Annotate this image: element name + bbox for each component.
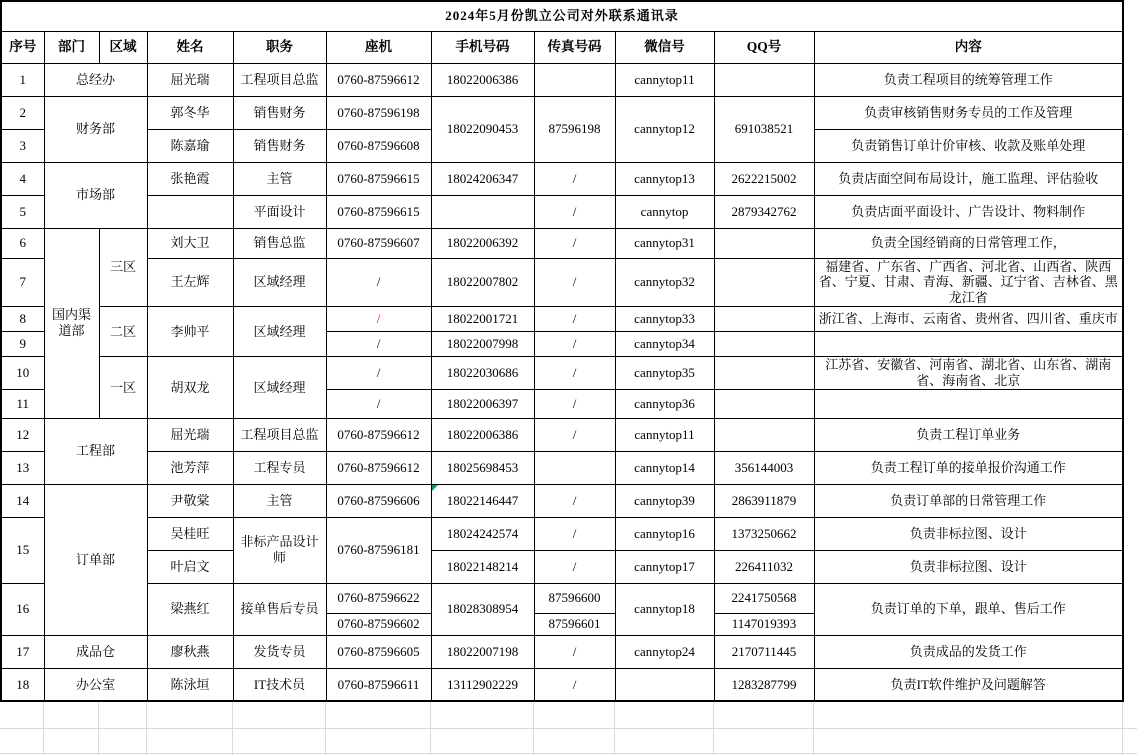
cell-name[interactable]: 屈光瑞 [147, 63, 233, 96]
header-qq[interactable]: QQ号 [714, 31, 814, 63]
gridline-horizontal [0, 753, 1137, 754]
header-title[interactable]: 职务 [233, 31, 326, 63]
cell-seq[interactable]: 3 [1, 129, 44, 162]
cell-mobile[interactable]: 18022090453 [431, 96, 534, 162]
cell-seq[interactable]: 11 [1, 389, 44, 418]
cell-landline[interactable]: 0760-87596607 [326, 228, 431, 258]
cell-title[interactable]: 区域经理 [233, 357, 326, 419]
cell-qq[interactable] [714, 389, 814, 418]
cell-name[interactable]: 廖秋燕 [147, 635, 233, 668]
cell-region[interactable]: 三区 [99, 228, 147, 307]
cell-mobile[interactable]: 18024242574 [431, 517, 534, 550]
cell-fax[interactable] [534, 63, 615, 96]
cell-landline[interactable]: 0760-87596612 [326, 418, 431, 451]
cell-qq[interactable]: 226411032 [714, 550, 814, 583]
cell-name[interactable]: 王左辉 [147, 258, 233, 307]
cell-content[interactable]: 负责店面平面设计、广告设计、物料制作 [814, 195, 1123, 228]
cell-seq[interactable]: 13 [1, 451, 44, 484]
cell-title[interactable]: 销售财务 [233, 129, 326, 162]
cell-seq[interactable]: 2 [1, 96, 44, 129]
cell-landline[interactable]: / [326, 307, 431, 332]
cell-fax[interactable]: / [534, 517, 615, 550]
cell-content[interactable] [814, 332, 1123, 357]
cell-qq[interactable]: 2879342762 [714, 195, 814, 228]
cell-dept[interactable]: 办公室 [44, 668, 147, 701]
cell-landline[interactable]: 0760-87596605 [326, 635, 431, 668]
header-name[interactable]: 姓名 [147, 31, 233, 63]
cell-qq[interactable] [714, 258, 814, 307]
cell-seq[interactable]: 4 [1, 162, 44, 195]
cell-qq[interactable]: 1147019393 [714, 613, 814, 635]
cell-title[interactable]: 销售总监 [233, 228, 326, 258]
cell-region[interactable]: 二区 [99, 307, 147, 357]
cell-mobile[interactable]: 18022006386 [431, 418, 534, 451]
cell-fax[interactable]: 87596198 [534, 96, 615, 162]
cell-qq[interactable]: 1283287799 [714, 668, 814, 701]
cell-title[interactable]: 区域经理 [233, 258, 326, 307]
cell-seq[interactable]: 14 [1, 484, 44, 517]
header-dept[interactable]: 部门 [44, 31, 99, 63]
cell-mobile[interactable]: 18022030686 [431, 357, 534, 390]
cell-content[interactable]: 负责工程订单业务 [814, 418, 1123, 451]
cell-landline[interactable]: 0760-87596608 [326, 129, 431, 162]
cell-landline[interactable]: / [326, 332, 431, 357]
cell-landline[interactable]: 0760-87596612 [326, 63, 431, 96]
cell-content[interactable]: 负责非标拉图、设计 [814, 550, 1123, 583]
cell-content[interactable] [814, 389, 1123, 418]
cell-seq[interactable]: 12 [1, 418, 44, 451]
cell-content[interactable]: 负责销售订单计价审核、收款及账单处理 [814, 129, 1123, 162]
cell-wechat[interactable]: cannytop11 [615, 418, 714, 451]
cell-mobile[interactable]: 18022001721 [431, 307, 534, 332]
empty-grid-area [0, 702, 1137, 755]
cell-mobile[interactable]: 18028308954 [431, 583, 534, 635]
cell-seq[interactable]: 16 [1, 583, 44, 635]
cell-qq[interactable] [714, 418, 814, 451]
cell-dept[interactable]: 成品仓 [44, 635, 147, 668]
header-region[interactable]: 区域 [99, 31, 147, 63]
cell-qq[interactable]: 691038521 [714, 96, 814, 162]
cell-dept[interactable]: 财务部 [44, 96, 147, 162]
cell-fax[interactable]: 87596600 [534, 583, 615, 613]
cell-content[interactable]: 负责非标拉图、设计 [814, 517, 1123, 550]
cell-seq[interactable]: 18 [1, 668, 44, 701]
cell-fax[interactable]: / [534, 195, 615, 228]
cell-content[interactable]: 负责成品的发货工作 [814, 635, 1123, 668]
cell-content[interactable]: 福建省、广东省、广西省、河北省、山西省、陕西省、宁夏、甘肃、青海、新疆、辽宁省、吉林省、黑龙江省 [814, 258, 1123, 307]
cell-mobile[interactable]: 18022006386 [431, 63, 534, 96]
cell-title[interactable]: 工程项目总监 [233, 418, 326, 451]
cell-name[interactable] [147, 195, 233, 228]
cell-wechat[interactable] [615, 668, 714, 701]
cell-seq[interactable]: 9 [1, 332, 44, 357]
header-mobile[interactable]: 手机号码 [431, 31, 534, 63]
cell-landline[interactable]: 0760-87596622 [326, 583, 431, 613]
cell-dept[interactable]: 订单部 [44, 484, 147, 635]
cell-fax[interactable]: / [534, 550, 615, 583]
cell-name[interactable]: 陈泳垣 [147, 668, 233, 701]
cell-wechat[interactable]: cannytop33 [615, 307, 714, 332]
cell-name[interactable]: 李帅平 [147, 307, 233, 357]
cell-qq[interactable]: 2622215002 [714, 162, 814, 195]
gridline-horizontal [0, 728, 1137, 729]
cell-name[interactable]: 屈光瑞 [147, 418, 233, 451]
cell-mobile[interactable] [431, 195, 534, 228]
cell-mobile[interactable]: 18022006392 [431, 228, 534, 258]
header-landline[interactable]: 座机 [326, 31, 431, 63]
cell-content[interactable]: 负责IT软件维护及问题解答 [814, 668, 1123, 701]
cell-dept[interactable]: 市场部 [44, 162, 147, 228]
page-title[interactable]: 2024年5月份凯立公司对外联系通讯录 [1, 1, 1123, 31]
cell-qq[interactable] [714, 357, 814, 390]
cell-qq[interactable]: 1373250662 [714, 517, 814, 550]
cell-landline[interactable]: 0760-87596606 [326, 484, 431, 517]
cell-content[interactable]: 负责订单的下单，跟单、售后工作 [814, 583, 1123, 635]
cell-name[interactable]: 叶启文 [147, 550, 233, 583]
cell-name[interactable]: 张艳霞 [147, 162, 233, 195]
cell-fax[interactable]: / [534, 258, 615, 307]
header-fax[interactable]: 传真号码 [534, 31, 615, 63]
cell-title[interactable]: 工程专员 [233, 451, 326, 484]
cell-landline[interactable]: / [326, 258, 431, 307]
cell-landline[interactable]: / [326, 389, 431, 418]
cell-qq[interactable]: 2863911879 [714, 484, 814, 517]
cell-content[interactable]: 负责工程项目的统筹管理工作 [814, 63, 1123, 96]
cell-title[interactable]: IT技术员 [233, 668, 326, 701]
cell-mobile[interactable]: 18022146447 [431, 484, 534, 517]
cell-wechat[interactable]: cannytop13 [615, 162, 714, 195]
cell-landline[interactable]: 0760-87596602 [326, 613, 431, 635]
cell-seq[interactable]: 5 [1, 195, 44, 228]
cell-mobile[interactable]: 13112902229 [431, 668, 534, 701]
cell-landline[interactable]: 0760-87596615 [326, 195, 431, 228]
cell-wechat[interactable]: cannytop11 [615, 63, 714, 96]
cell-content[interactable]: 负责订单部的日常管理工作 [814, 484, 1123, 517]
cell-qq[interactable] [714, 332, 814, 357]
cell-landline[interactable]: 0760-87596615 [326, 162, 431, 195]
cell-name[interactable]: 陈嘉瑜 [147, 129, 233, 162]
cell-seq[interactable]: 10 [1, 357, 44, 390]
cell-name[interactable]: 郭冬华 [147, 96, 233, 129]
cell-title[interactable]: 接单售后专员 [233, 583, 326, 635]
cell-wechat[interactable]: cannytop17 [615, 550, 714, 583]
cell-qq[interactable]: 2170711445 [714, 635, 814, 668]
cell-qq[interactable]: 356144003 [714, 451, 814, 484]
cell-qq[interactable]: 2241750568 [714, 583, 814, 613]
cell-name[interactable]: 胡双龙 [147, 357, 233, 419]
cell-title[interactable]: 平面设计 [233, 195, 326, 228]
cell-wechat[interactable]: cannytop16 [615, 517, 714, 550]
cell-content[interactable]: 负责审核销售财务专员的工作及管理 [814, 96, 1123, 129]
cell-fax[interactable] [534, 451, 615, 484]
cell-wechat[interactable]: cannytop18 [615, 583, 714, 635]
cell-mobile[interactable]: 18024206347 [431, 162, 534, 195]
cell-fax[interactable]: / [534, 357, 615, 390]
cell-dept[interactable]: 国内渠道部 [44, 228, 99, 418]
cell-wechat[interactable]: cannytop14 [615, 451, 714, 484]
cell-title[interactable]: 主管 [233, 162, 326, 195]
cell-landline[interactable]: 0760-87596198 [326, 96, 431, 129]
cell-dept[interactable]: 工程部 [44, 418, 147, 484]
cell-name[interactable]: 池芳萍 [147, 451, 233, 484]
cell-seq[interactable]: 17 [1, 635, 44, 668]
cell-title[interactable]: 区域经理 [233, 307, 326, 357]
cell-mobile[interactable]: 18022006397 [431, 389, 534, 418]
cell-wechat[interactable]: cannytop35 [615, 357, 714, 390]
cell-content[interactable]: 江苏省、安徽省、河南省、湖北省、山东省、湖南省、海南省、北京 [814, 357, 1123, 390]
cell-landline[interactable]: 0760-87596611 [326, 668, 431, 701]
cell-fax[interactable]: / [534, 389, 615, 418]
cell-title[interactable]: 主管 [233, 484, 326, 517]
cell-wechat[interactable]: cannytop24 [615, 635, 714, 668]
cell-seq[interactable]: 1 [1, 63, 44, 96]
header-content[interactable]: 内容 [814, 31, 1123, 63]
cell-wechat[interactable]: cannytop34 [615, 332, 714, 357]
cell-qq[interactable] [714, 228, 814, 258]
cell-fax[interactable]: 87596601 [534, 613, 615, 635]
cell-name[interactable]: 吴桂旺 [147, 517, 233, 550]
cell-content[interactable]: 负责工程订单的接单报价沟通工作 [814, 451, 1123, 484]
cell-mobile[interactable]: 18025698453 [431, 451, 534, 484]
cell-wechat[interactable]: cannytop32 [615, 258, 714, 307]
cell-landline[interactable]: 0760-87596181 [326, 517, 431, 583]
cell-landline[interactable]: / [326, 357, 431, 390]
cell-wechat[interactable]: cannytop12 [615, 96, 714, 162]
cell-name[interactable]: 刘大卫 [147, 228, 233, 258]
cell-landline[interactable]: 0760-87596612 [326, 451, 431, 484]
cell-fax[interactable]: / [534, 162, 615, 195]
cell-wechat[interactable]: cannytop31 [615, 228, 714, 258]
cell-mobile[interactable]: 18022007802 [431, 258, 534, 307]
cell-dept[interactable]: 总经办 [44, 63, 147, 96]
cell-title[interactable]: 工程项目总监 [233, 63, 326, 96]
cell-region[interactable]: 一区 [99, 357, 147, 419]
cell-fax[interactable]: / [534, 668, 615, 701]
cell-content[interactable]: 浙江省、上海市、云南省、贵州省、四川省、重庆市 [814, 307, 1123, 332]
cell-wechat[interactable]: cannytop36 [615, 389, 714, 418]
cell-wechat[interactable]: cannytop [615, 195, 714, 228]
cell-mobile[interactable]: 18022007198 [431, 635, 534, 668]
cell-fax[interactable]: / [534, 332, 615, 357]
cell-name[interactable]: 梁燕红 [147, 583, 233, 635]
cell-content[interactable]: 负责店面空间布局设计，施工监理、评估验收 [814, 162, 1123, 195]
cell-title[interactable]: 发货专员 [233, 635, 326, 668]
cell-qq[interactable] [714, 63, 814, 96]
cell-content[interactable]: 负责全国经销商的日常管理工作， [814, 228, 1123, 258]
cell-seq[interactable]: 7 [1, 258, 44, 307]
cell-seq[interactable]: 8 [1, 307, 44, 332]
cell-seq[interactable]: 6 [1, 228, 44, 258]
cell-title[interactable]: 销售财务 [233, 96, 326, 129]
cell-seq[interactable]: 15 [1, 517, 44, 583]
header-seq[interactable]: 序号 [1, 31, 44, 63]
cell-qq[interactable] [714, 307, 814, 332]
cell-title[interactable]: 非标产品设计师 [233, 517, 326, 583]
cell-fax[interactable]: / [534, 418, 615, 451]
cell-fax[interactable]: / [534, 484, 615, 517]
cell-fax[interactable]: / [534, 307, 615, 332]
cell-fax[interactable]: / [534, 228, 615, 258]
cell-name[interactable]: 尹敬棠 [147, 484, 233, 517]
header-wechat[interactable]: 微信号 [615, 31, 714, 63]
cell-mobile[interactable]: 18022007998 [431, 332, 534, 357]
cell-fax[interactable]: / [534, 635, 615, 668]
cell-wechat[interactable]: cannytop39 [615, 484, 714, 517]
cell-mobile[interactable]: 18022148214 [431, 550, 534, 583]
